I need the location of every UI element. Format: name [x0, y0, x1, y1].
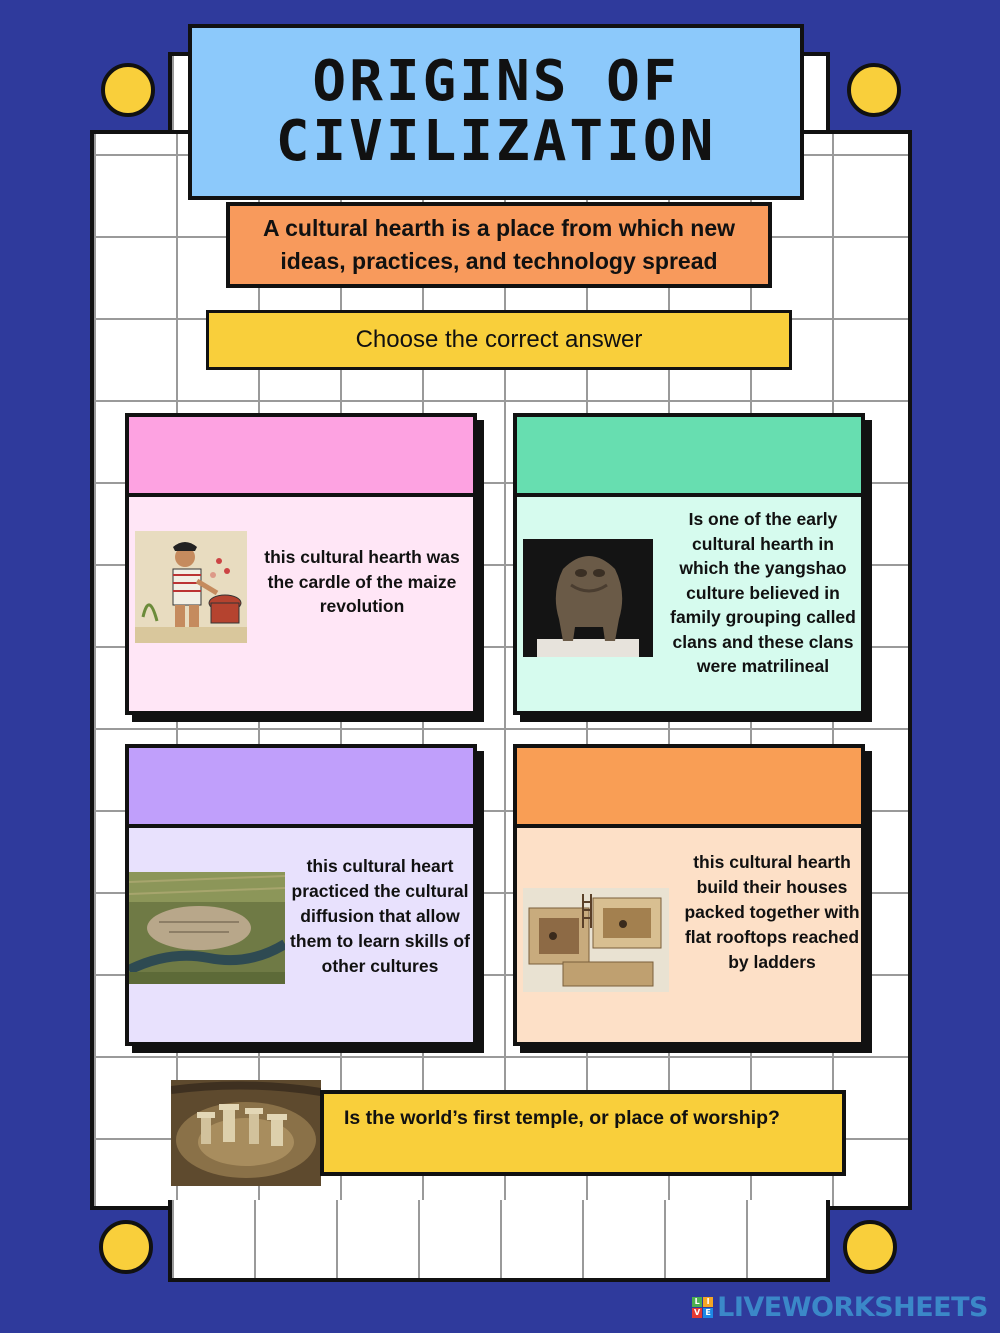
- card-body-2: [517, 497, 861, 711]
- question-card-3: [125, 744, 477, 1046]
- yangshao-pottery-image: [523, 539, 653, 657]
- aerial-settlement-image: [129, 872, 285, 984]
- instruction-box: [206, 310, 792, 370]
- corner-dot-top-right: [847, 63, 901, 117]
- definition-text: A cultural hearth is a place from which new ideas, practices, and technology spread: [262, 215, 736, 274]
- card-text-1: this cultural hearth was the cardle of the maize revolution: [264, 547, 460, 616]
- answer-slot-2[interactable]: [517, 417, 861, 497]
- corner-dot-top-left: [101, 63, 155, 117]
- answer-slot-1[interactable]: [129, 417, 473, 497]
- bottom-question-text: Is the world’s first temple, or place of worship?: [344, 1107, 780, 1129]
- corner-dot-bottom-right: [843, 1220, 897, 1274]
- card-text-4: this cultural hearth build their houses packed together with flat rooftops reached by ladders: [684, 852, 860, 972]
- card-body-3: [129, 828, 473, 1042]
- question-card-1: [125, 413, 477, 715]
- logo-letter: V: [694, 1308, 701, 1317]
- liveworksheets-watermark: [692, 1292, 988, 1323]
- answer-slot-4[interactable]: [517, 748, 861, 828]
- question-card-4: [513, 744, 865, 1046]
- logo-letter: I: [703, 1297, 713, 1307]
- card-text-3: this cultural heart practiced the cultural diffusion that allow them to learn skills of other cultures: [290, 856, 470, 976]
- logo-letter: L: [692, 1297, 702, 1307]
- aztec-codex-image: [135, 531, 247, 643]
- title-box: [188, 24, 804, 200]
- grid-sheet-bottom: [168, 1200, 830, 1282]
- logo-letter: E: [703, 1308, 713, 1318]
- liveworksheets-logo-icon: [692, 1297, 713, 1318]
- stone-circle-image: [171, 1080, 321, 1186]
- corner-dot-bottom-left: [99, 1220, 153, 1274]
- instruction-text: Choose the correct answer: [355, 326, 643, 353]
- definition-box: [226, 202, 772, 288]
- watermark-text: LIVEWORKSHEETS: [717, 1292, 988, 1323]
- answer-slot-3[interactable]: [129, 748, 473, 828]
- question-card-2: [513, 413, 865, 715]
- page-title: ORIGINS OF CIVILIZATION: [275, 49, 717, 174]
- bottom-question-box: [320, 1090, 846, 1176]
- card-body-1: [129, 497, 473, 711]
- card-text-2: Is one of the early cultural hearth in which the yangshao culture believed in family grouping called clans and these clans were matrilineal: [670, 509, 856, 676]
- card-body-4: [517, 828, 861, 1042]
- house-model-image: [523, 888, 669, 992]
